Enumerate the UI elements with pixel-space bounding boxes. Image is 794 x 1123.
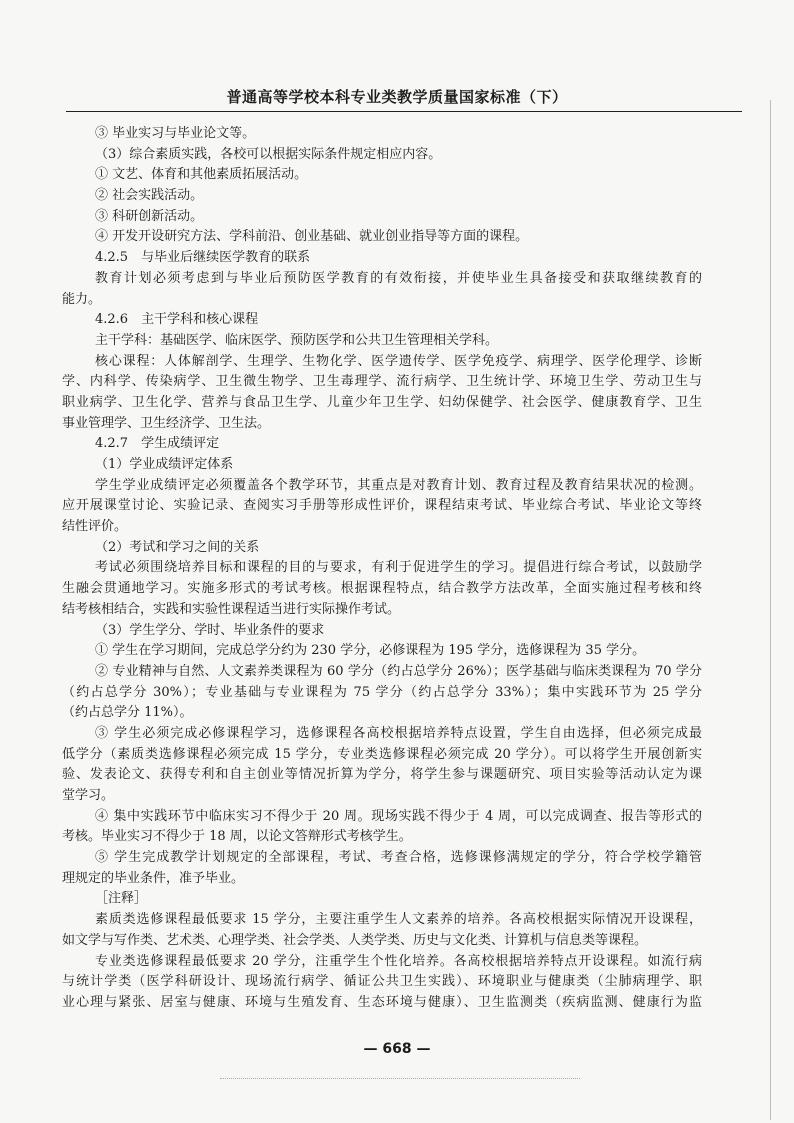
text-line: 低学分（素质类选修课程必须完成 15 学分，专业类选修课程必须完成 20 学分）。可以将学生开展创新实 (62, 746, 702, 762)
body-text (62, 124, 702, 1014)
text-line: 理规定的毕业条件，准予毕业。 (62, 870, 245, 886)
text-line: 结性评价。 (62, 519, 128, 535)
text-line: （约占总学分 11%）。 (62, 705, 193, 721)
section-heading: 4.2.7 学生成绩评定 (95, 436, 220, 452)
header-rule (66, 111, 742, 112)
text-line: 能力。 (62, 291, 102, 307)
text-line: 考核。毕业实习不得少于 18 周，以论文答辩形式考核学生。 (62, 829, 412, 845)
text-line: 考试必须围绕培养目标和课程的目的与要求，有利于促进学生的学习。提倡进行综合考试，以鼓励学 (95, 560, 702, 576)
text-line: ③ 毕业实习与毕业论文等。 (95, 126, 256, 141)
section-heading: 4.2.5 与毕业后继续医学教育的联系 (95, 250, 311, 266)
text-line: 核心课程：人体解剖学、生理学、生物化学、医学遗传学、医学免疫学、病理学、医学伦理学、诊断 (95, 353, 702, 369)
text-line: 验、发表论文、获得专利和自主创业等情况折算为学分，将学生参与课题研究、项目实验等活动认定为课 (62, 767, 702, 783)
text-line: 教育计划必须考虑到与毕业后预防医学教育的有效衔接，并使毕业生具备接受和获取继续教育的 (95, 270, 702, 286)
text-line: ② 社会实践活动。 (95, 188, 204, 204)
text-line: ④ 开发开设研究方法、学科前沿、创业基础、就业创业指导等方面的课程。 (95, 229, 529, 245)
page-header-title: 普通高等学校本科专业类教学质量国家标准（下） (226, 88, 568, 106)
section-heading: 4.2.6 主干学科和核心课程 (95, 312, 259, 328)
text-line: （2）考试和学习之间的关系 (95, 539, 260, 555)
text-line: ⑤ 学生完成教学计划规定的全部课程，考试、考查合格，选修课修满规定的学分，符合学校学籍管 (95, 850, 702, 866)
text-line: 学生学业成绩评定必须覆盖各个教学环节，其重点是对教育计划、教育过程及教育结果状况的检测。 (95, 477, 702, 493)
text-line: 学、内科学、传染病学、卫生微生物学、卫生毒理学、流行病学、卫生统计学、环境卫生学、劳动卫生与 (62, 374, 702, 390)
scan-edge-line (770, 100, 771, 1120)
text-line: （3）综合素质实践，各校可以根据实际条件规定相应内容。 (95, 146, 442, 162)
text-line: 堂学习。 (62, 788, 115, 803)
page-number: — 668 — (363, 1041, 431, 1057)
text-line: 专业类选修课程最低要求 20 学分，注重学生个性化培养。各高校根据培养特点开设课程。如流行病 (95, 953, 702, 969)
text-line: 应开展课堂讨论、实验记录、查阅实习手册等形成性评价，课程结束考试、毕业综合考试、毕业论文等终 (62, 498, 702, 514)
text-line: ③ 科研创新活动。 (95, 208, 204, 224)
text-line: 事业管理学、卫生经济学、卫生法。 (62, 415, 271, 431)
text-line: 生融会贯通地学习。实施多形式的考试考核。根据课程特点，结合教学方法改革，全面实施过程考核和终 (62, 581, 702, 597)
text-line: 如文学与写作类、艺术类、心理学类、社会学类、人类学类、历史与文化类、计算机与信息类等课程。 (62, 932, 648, 948)
scan-artifact-line (220, 1078, 580, 1079)
text-line: ④ 集中实践环节中临床实习不得少于 20 周。现场实践不得少于 4 周，可以完成调查、报告等形式的 (95, 808, 702, 824)
text-line: 结考核相结合，实践和实验性课程适当进行实际操作考试。 (62, 601, 401, 617)
text-line: （1）学业成绩评定体系 (95, 457, 234, 472)
text-line: （约占总学分 30%）；专业基础与专业课程为 75 学分（约占总学分 33%）；集中实践环节为 25 学分 (62, 684, 702, 700)
text-line: 主干学科：基础医学、临床医学、预防医学和公共卫生管理相关学科。 (95, 332, 499, 348)
text-line: ② 专业精神与自然、人文素养类课程为 60 学分（约占总学分 26%）；医学基础与临床类课程为 70 学分 (95, 663, 702, 679)
text-line: （3）学生学分、学时、毕业条件的要求 (95, 622, 325, 638)
text-line: 素质类选修课程最低要求 15 学分，主要注重学生人文素养的培养。各高校根据实际情况开设课程， (95, 912, 702, 928)
text-line: 业心理与紧张、居室与健康、环境与生殖发育、生态环境与健康）、卫生监测类（疾病监测、健康行为监 (62, 994, 702, 1010)
note-heading: ［注释］ (95, 891, 148, 907)
text-line: 与统计学类（医学科研设计、现场流行病学、循证公共卫生实践）、环境职业与健康类（尘肺病理学、职 (62, 974, 702, 990)
text-line: ① 学生在学习期间，完成总学分约为 230 学分，必修课程为 195 学分，选修课程为 35 学分。 (95, 643, 646, 659)
text-line: ③ 学生必须完成必修课程学习，选修课程各高校根据培养特点设置，学生自由选择，但必须完成最 (95, 725, 702, 741)
text-line: ① 文艺、体育和其他素质拓展活动。 (95, 167, 308, 183)
text-line: 职业病学、卫生化学、营养与食品卫生学、儿童少年卫生学、妇幼保健学、社会医学、健康教育学、卫生 (62, 394, 702, 410)
